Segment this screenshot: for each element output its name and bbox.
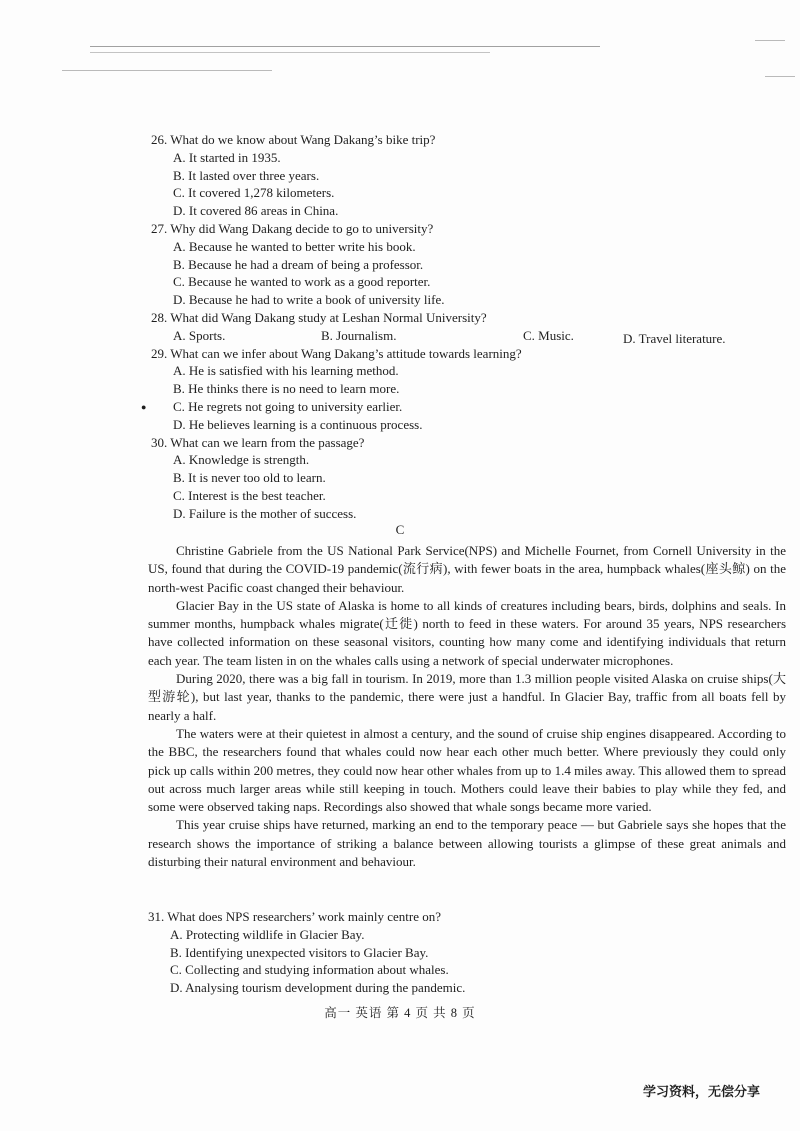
option: D. Analysing tourism development during the pandemic. — [170, 980, 466, 996]
question-28: 28. What did Wang Dakang study at Leshan Normal University? — [151, 309, 487, 325]
option: A. Knowledge is strength. — [173, 452, 310, 468]
option: B. It lasted over three years. — [173, 167, 320, 183]
option: C. Because he wanted to work as a good reporter. — [173, 274, 431, 290]
option: C. Interest is the best teacher. — [173, 487, 326, 503]
option: C. He regrets not going to university earlier. — [173, 398, 403, 414]
question-30: 30. What can we learn from the passage? — [151, 434, 365, 450]
passage-c — [148, 542, 786, 871]
paragraph: This year cruise ships have returned, marking an end to the temporary peace — but Gabriele says she hopes that the research shows the importance of striking a balance between allowing tourists a glimpse of these great animals and disturbing their natural environment and behaviour. — [148, 817, 786, 870]
option: B. Identifying unexpected visitors to Glacier Bay. — [170, 944, 429, 960]
paragraph: Christine Gabriele from the US National Park Service(NPS) and Michelle Fournet, from Cornell University in the US, found that during the COVID-19 pandemic(流行病), with fewer boats in the area, humpback whales(座头鲸) on the north-west Pacific coast changed their behaviour. — [148, 543, 786, 595]
scan-artifact-line — [765, 76, 795, 77]
option: B. Because he had a dream of being a professor. — [173, 256, 424, 272]
option: A. He is satisfied with his learning method. — [173, 363, 399, 379]
option: C. It covered 1,278 kilometers. — [173, 185, 335, 201]
question-31: 31. What does NPS researchers’ work mainly centre on? — [148, 909, 442, 924]
option: D. He believes learning is a continuous process. — [173, 416, 423, 432]
question-31-block — [148, 908, 768, 997]
bullet-mark: ● — [141, 402, 147, 412]
option: A. Protecting wildlife in Glacier Bay. — [170, 926, 365, 942]
option: C. Music. — [523, 327, 574, 343]
scan-artifact-line — [755, 40, 785, 41]
watermark-text: 学习资料，无偿分享 — [642, 1085, 760, 1100]
option: B. Journalism. — [321, 327, 397, 343]
option: C. Collecting and studying information about whales. — [170, 962, 449, 978]
scan-artifact-line — [62, 70, 272, 71]
option: A. It started in 1935. — [173, 149, 281, 165]
paragraph: The waters were at their quietest in almost a century, and the sound of cruise ship engines disappeared. According to the BBC, the researchers found that whales could now hear each other much better. Where previously they could only pick up calls within 200 metres, they could now hear other whales from up to 1.4 miles away. This allowed them to spread out across much larger areas while still keeping in touch. Mothers could leave their babies to play while they fed, and some were observed taking naps. Recordings also showed that whale songs became more varied. — [148, 725, 786, 815]
option: B. It is never too old to learn. — [173, 470, 326, 486]
options-row — [173, 327, 771, 345]
scan-artifact-line — [90, 46, 600, 47]
question-29: 29. What can we infer about Wang Dakang’s attitude towards learning? — [151, 345, 522, 361]
page-footer: 高一 英语 第 4 页 共 8 页 — [324, 1006, 476, 1020]
question-27: 27. Why did Wang Dakang decide to go to university? — [151, 220, 434, 236]
option: D. Travel literature. — [623, 330, 726, 346]
questions-26-30 — [151, 131, 771, 523]
option: D. It covered 86 areas in China. — [173, 203, 339, 219]
option: D. Failure is the mother of success. — [173, 505, 357, 521]
option: A. Because he wanted to better write his book. — [173, 238, 416, 254]
option: B. He thinks there is no need to learn more. — [173, 381, 400, 397]
option: A. Sports. — [173, 327, 226, 343]
scan-artifact-line — [90, 52, 490, 53]
option: D. Because he had to write a book of university life. — [173, 292, 445, 308]
section-label: C — [395, 522, 405, 537]
question-26: 26. What do we know about Wang Dakang’s bike trip? — [151, 132, 436, 147]
paragraph: During 2020, there was a big fall in tourism. In 2019, more than 1.3 million people visited Alaska on cruise ships(大型游轮), but last year, thanks to the pandemic, there were just a handful. In Glacier Bay, traffic from all boats fell by nearly a half. — [148, 671, 786, 723]
paragraph: Glacier Bay in the US state of Alaska is home to all kinds of creatures including bears, birds, dolphins and seals. In summer months, humpback whales migrate(迁徙) north to feed in these waters. For around 35 years, NPS researchers have collected information on these seasonal visitors, counting how many come and identifying individuals that return each year. The team listen in on the whales calls using a network of special underwater microphones. — [148, 597, 786, 668]
